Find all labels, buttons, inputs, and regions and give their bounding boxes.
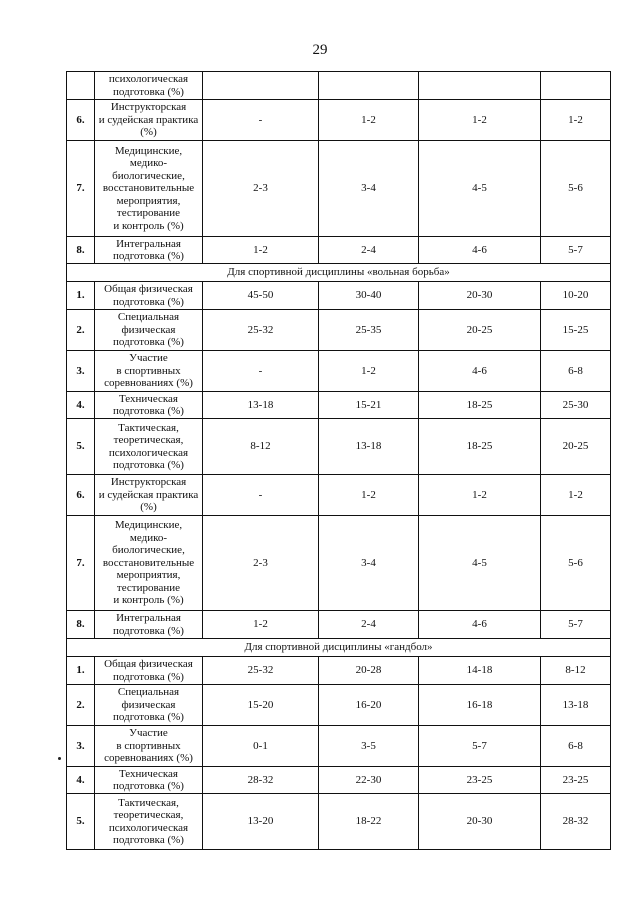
stage-value: 16-18 (419, 685, 541, 726)
stage-value (419, 72, 541, 100)
stage-value: 16-20 (319, 685, 419, 726)
stage-value: 5-7 (541, 611, 611, 639)
page-number: 29 (312, 42, 328, 58)
stage-value: 25-32 (203, 310, 319, 351)
stage-value: 18-25 (419, 419, 541, 475)
row-number: 1. (67, 282, 95, 310)
training-type: Инструкторская и судейская практика (%) (95, 100, 203, 141)
stage-value: 18-22 (319, 794, 419, 850)
table-row (67, 794, 611, 850)
table-row (67, 611, 611, 639)
stage-value: 1-2 (419, 475, 541, 516)
table-row (67, 100, 611, 141)
stage-value: 3-4 (319, 141, 419, 237)
table-row (67, 141, 611, 237)
stage-value: 2-4 (319, 611, 419, 639)
stage-value: 6-8 (541, 351, 611, 392)
training-ratio-table (66, 71, 611, 850)
training-type: Техническая подготовка (%) (95, 392, 203, 419)
stage-value: 25-35 (319, 310, 419, 351)
table-row (67, 767, 611, 794)
stage-value: - (203, 475, 319, 516)
stage-value: 5-7 (419, 726, 541, 767)
training-type: Интегральная подготовка (%) (95, 237, 203, 264)
stage-value: 5-6 (541, 516, 611, 611)
stage-value: 1-2 (203, 611, 319, 639)
training-type: Медицинские, медико- биологические, восстановительные мероприятия, тестирование и контроль (%) (95, 516, 203, 611)
stage-value: 20-25 (419, 310, 541, 351)
training-type: Общая физическая подготовка (%) (95, 282, 203, 310)
stage-value: 8-12 (541, 657, 611, 685)
stage-value: 20-30 (419, 282, 541, 310)
stage-value: 5-7 (541, 237, 611, 264)
training-type: Участие в спортивных соревнованиях (%) (95, 351, 203, 392)
stage-value: 3-5 (319, 726, 419, 767)
row-number: 3. (67, 351, 95, 392)
stage-value: 1-2 (203, 237, 319, 264)
stage-value: 1-2 (541, 100, 611, 141)
stage-value: 2-4 (319, 237, 419, 264)
stage-value: 0-1 (203, 726, 319, 767)
table-row (67, 516, 611, 611)
training-type: Общая физическая подготовка (%) (95, 657, 203, 685)
table-row (67, 392, 611, 419)
stage-value: - (203, 351, 319, 392)
row-number: 2. (67, 310, 95, 351)
stage-value: 1-2 (541, 475, 611, 516)
stage-value: 1-2 (319, 475, 419, 516)
stage-value: 28-32 (541, 794, 611, 850)
training-type: Тактическая, теоретическая, психологическая подготовка (%) (95, 419, 203, 475)
training-type: психологическая подготовка (%) (95, 72, 203, 100)
stage-value: 1-2 (319, 351, 419, 392)
training-type: Медицинские, медико- биологические, восстановительные мероприятия, тестирование и контроль (%) (95, 141, 203, 237)
stage-value: 13-20 (203, 794, 319, 850)
stage-value: 13-18 (203, 392, 319, 419)
row-number: 6. (67, 475, 95, 516)
stage-value: 25-30 (541, 392, 611, 419)
stage-value: 6-8 (541, 726, 611, 767)
table-row (67, 685, 611, 726)
row-number: 4. (67, 767, 95, 794)
table-row (67, 310, 611, 351)
stage-value: 4-5 (419, 141, 541, 237)
table-row (67, 72, 611, 100)
section-header-row (67, 639, 611, 657)
stage-value: 10-20 (541, 282, 611, 310)
table-row (67, 726, 611, 767)
row-number (67, 72, 95, 100)
stage-value (203, 72, 319, 100)
training-type: Техническая подготовка (%) (95, 767, 203, 794)
stage-value: 30-40 (319, 282, 419, 310)
row-number: 4. (67, 392, 95, 419)
stage-value: 4-6 (419, 351, 541, 392)
scan-speck (58, 757, 61, 760)
stage-value: 2-3 (203, 516, 319, 611)
stage-value: 15-25 (541, 310, 611, 351)
row-number: 8. (67, 237, 95, 264)
stage-value: 25-32 (203, 657, 319, 685)
training-type: Тактическая, теоретическая, психологическая подготовка (%) (95, 794, 203, 850)
stage-value: 15-21 (319, 392, 419, 419)
table-row (67, 351, 611, 392)
stage-value: 28-32 (203, 767, 319, 794)
stage-value: 4-6 (419, 237, 541, 264)
row-number: 5. (67, 419, 95, 475)
row-number: 7. (67, 516, 95, 611)
stage-value: 23-25 (419, 767, 541, 794)
training-type: Инструкторская и судейская практика (%) (95, 475, 203, 516)
stage-value: 23-25 (541, 767, 611, 794)
training-type: Специальная физическая подготовка (%) (95, 310, 203, 351)
table-row (67, 282, 611, 310)
table-row (67, 475, 611, 516)
stage-value (319, 72, 419, 100)
stage-value (541, 72, 611, 100)
stage-value: 3-4 (319, 516, 419, 611)
stage-value: 20-30 (419, 794, 541, 850)
row-number: 3. (67, 726, 95, 767)
stage-value: 14-18 (419, 657, 541, 685)
training-type: Участие в спортивных соревнованиях (%) (95, 726, 203, 767)
row-number: 7. (67, 141, 95, 237)
table-row (67, 237, 611, 264)
table-row (67, 657, 611, 685)
section-title: Для спортивной дисциплины «вольная борьба» (67, 264, 611, 282)
row-number: 5. (67, 794, 95, 850)
stage-value: 45-50 (203, 282, 319, 310)
row-number: 6. (67, 100, 95, 141)
stage-value: 1-2 (419, 100, 541, 141)
row-number: 1. (67, 657, 95, 685)
stage-value: 4-6 (419, 611, 541, 639)
stage-value: 4-5 (419, 516, 541, 611)
stage-value: 13-18 (319, 419, 419, 475)
stage-value: 1-2 (319, 100, 419, 141)
section-title: Для спортивной дисциплины «гандбол» (67, 639, 611, 657)
stage-value: 5-6 (541, 141, 611, 237)
stage-value: 18-25 (419, 392, 541, 419)
section-header-row (67, 264, 611, 282)
row-number: 8. (67, 611, 95, 639)
row-number: 2. (67, 685, 95, 726)
stage-value: 20-28 (319, 657, 419, 685)
stage-value: 20-25 (541, 419, 611, 475)
stage-value: - (203, 100, 319, 141)
stage-value: 2-3 (203, 141, 319, 237)
table-row (67, 419, 611, 475)
stage-value: 8-12 (203, 419, 319, 475)
stage-value: 13-18 (541, 685, 611, 726)
training-type: Специальная физическая подготовка (%) (95, 685, 203, 726)
stage-value: 22-30 (319, 767, 419, 794)
stage-value: 15-20 (203, 685, 319, 726)
training-type: Интегральная подготовка (%) (95, 611, 203, 639)
